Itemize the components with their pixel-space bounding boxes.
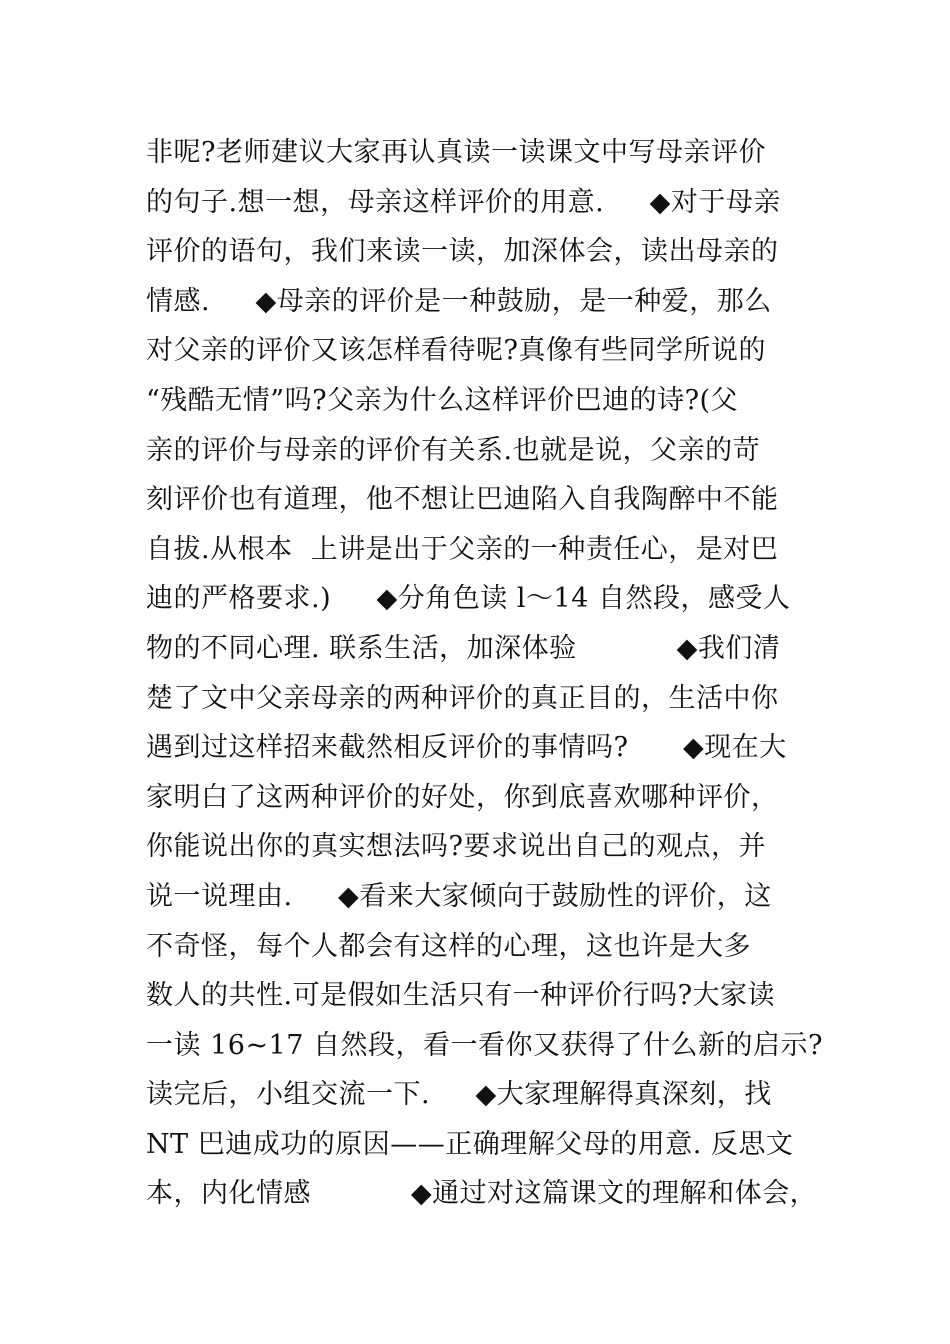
text-line: 刻评价也有道理，他不想让巴迪陷入自我陶醉中不能 [146,484,779,516]
text-line: 亲的评价与母亲的评价有关系.也就是说，父亲的苛 [146,434,761,466]
body-text [146,128,836,1219]
text-line: 不奇怪，每个人都会有这样的心理，这也许是大多 [146,930,751,962]
text-line: 你能说出你的真实想法吗?要求说出自己的观点，并 [146,831,766,863]
text-line: 遇到过这样招来截然相反评价的事情吗? ◆现在大 [146,732,787,764]
text-line: 评价的语句，我们来读一读，加深体会，读出母亲的 [146,236,779,268]
text-line: NT 巴迪成功的原因——正确理解父母的用意. 反思文 [146,1128,794,1160]
text-line: 情感. ◆母亲的评价是一种鼓励，是一种爱，那么 [146,285,772,317]
text-line: 迪的严格要求.) ◆分角色读 l～14 自然段，感受人 [146,583,791,615]
text-line: “残酷无情”吗?父亲为什么这样评价巴迪的诗?(父 [146,384,739,416]
text-line: 本，内化情感 ◆通过对这篇课文的理解和体会， [146,1178,818,1210]
text-line: 对父亲的评价又该怎样看待呢?真像有些同学所说的 [146,335,766,367]
text-line: 数人的共性.可是假如生活只有一种评价行吗?大家读 [146,980,776,1012]
text-line: 说一说理由. ◆看来大家倾向于鼓励性的评价，这 [146,880,772,912]
text-line: 的句子.想一想，母亲这样评价的用意. ◆对于母亲 [146,186,781,218]
text-line: 楚了文中父亲母亲的两种评价的真正目的，生活中你 [146,682,779,714]
text-line: 一读 16~17 自然段，看一看你又获得了什么新的启示? [146,1029,823,1061]
text-line: 家明白了这两种评价的好处，你到底喜欢哪种评价， [146,781,779,813]
text-line: 自拔.从根本 上讲是出于父亲的一种责任心，是对巴 [146,533,779,565]
text-line: 读完后，小组交流一下. ◆大家理解得真深刻，找 [146,1079,772,1111]
text-line: 物的不同心理. 联系生活，加深体验 ◆我们清 [146,632,781,664]
text-line: 非呢?老师建议大家再认真读一读课文中写母亲评价 [146,137,766,168]
